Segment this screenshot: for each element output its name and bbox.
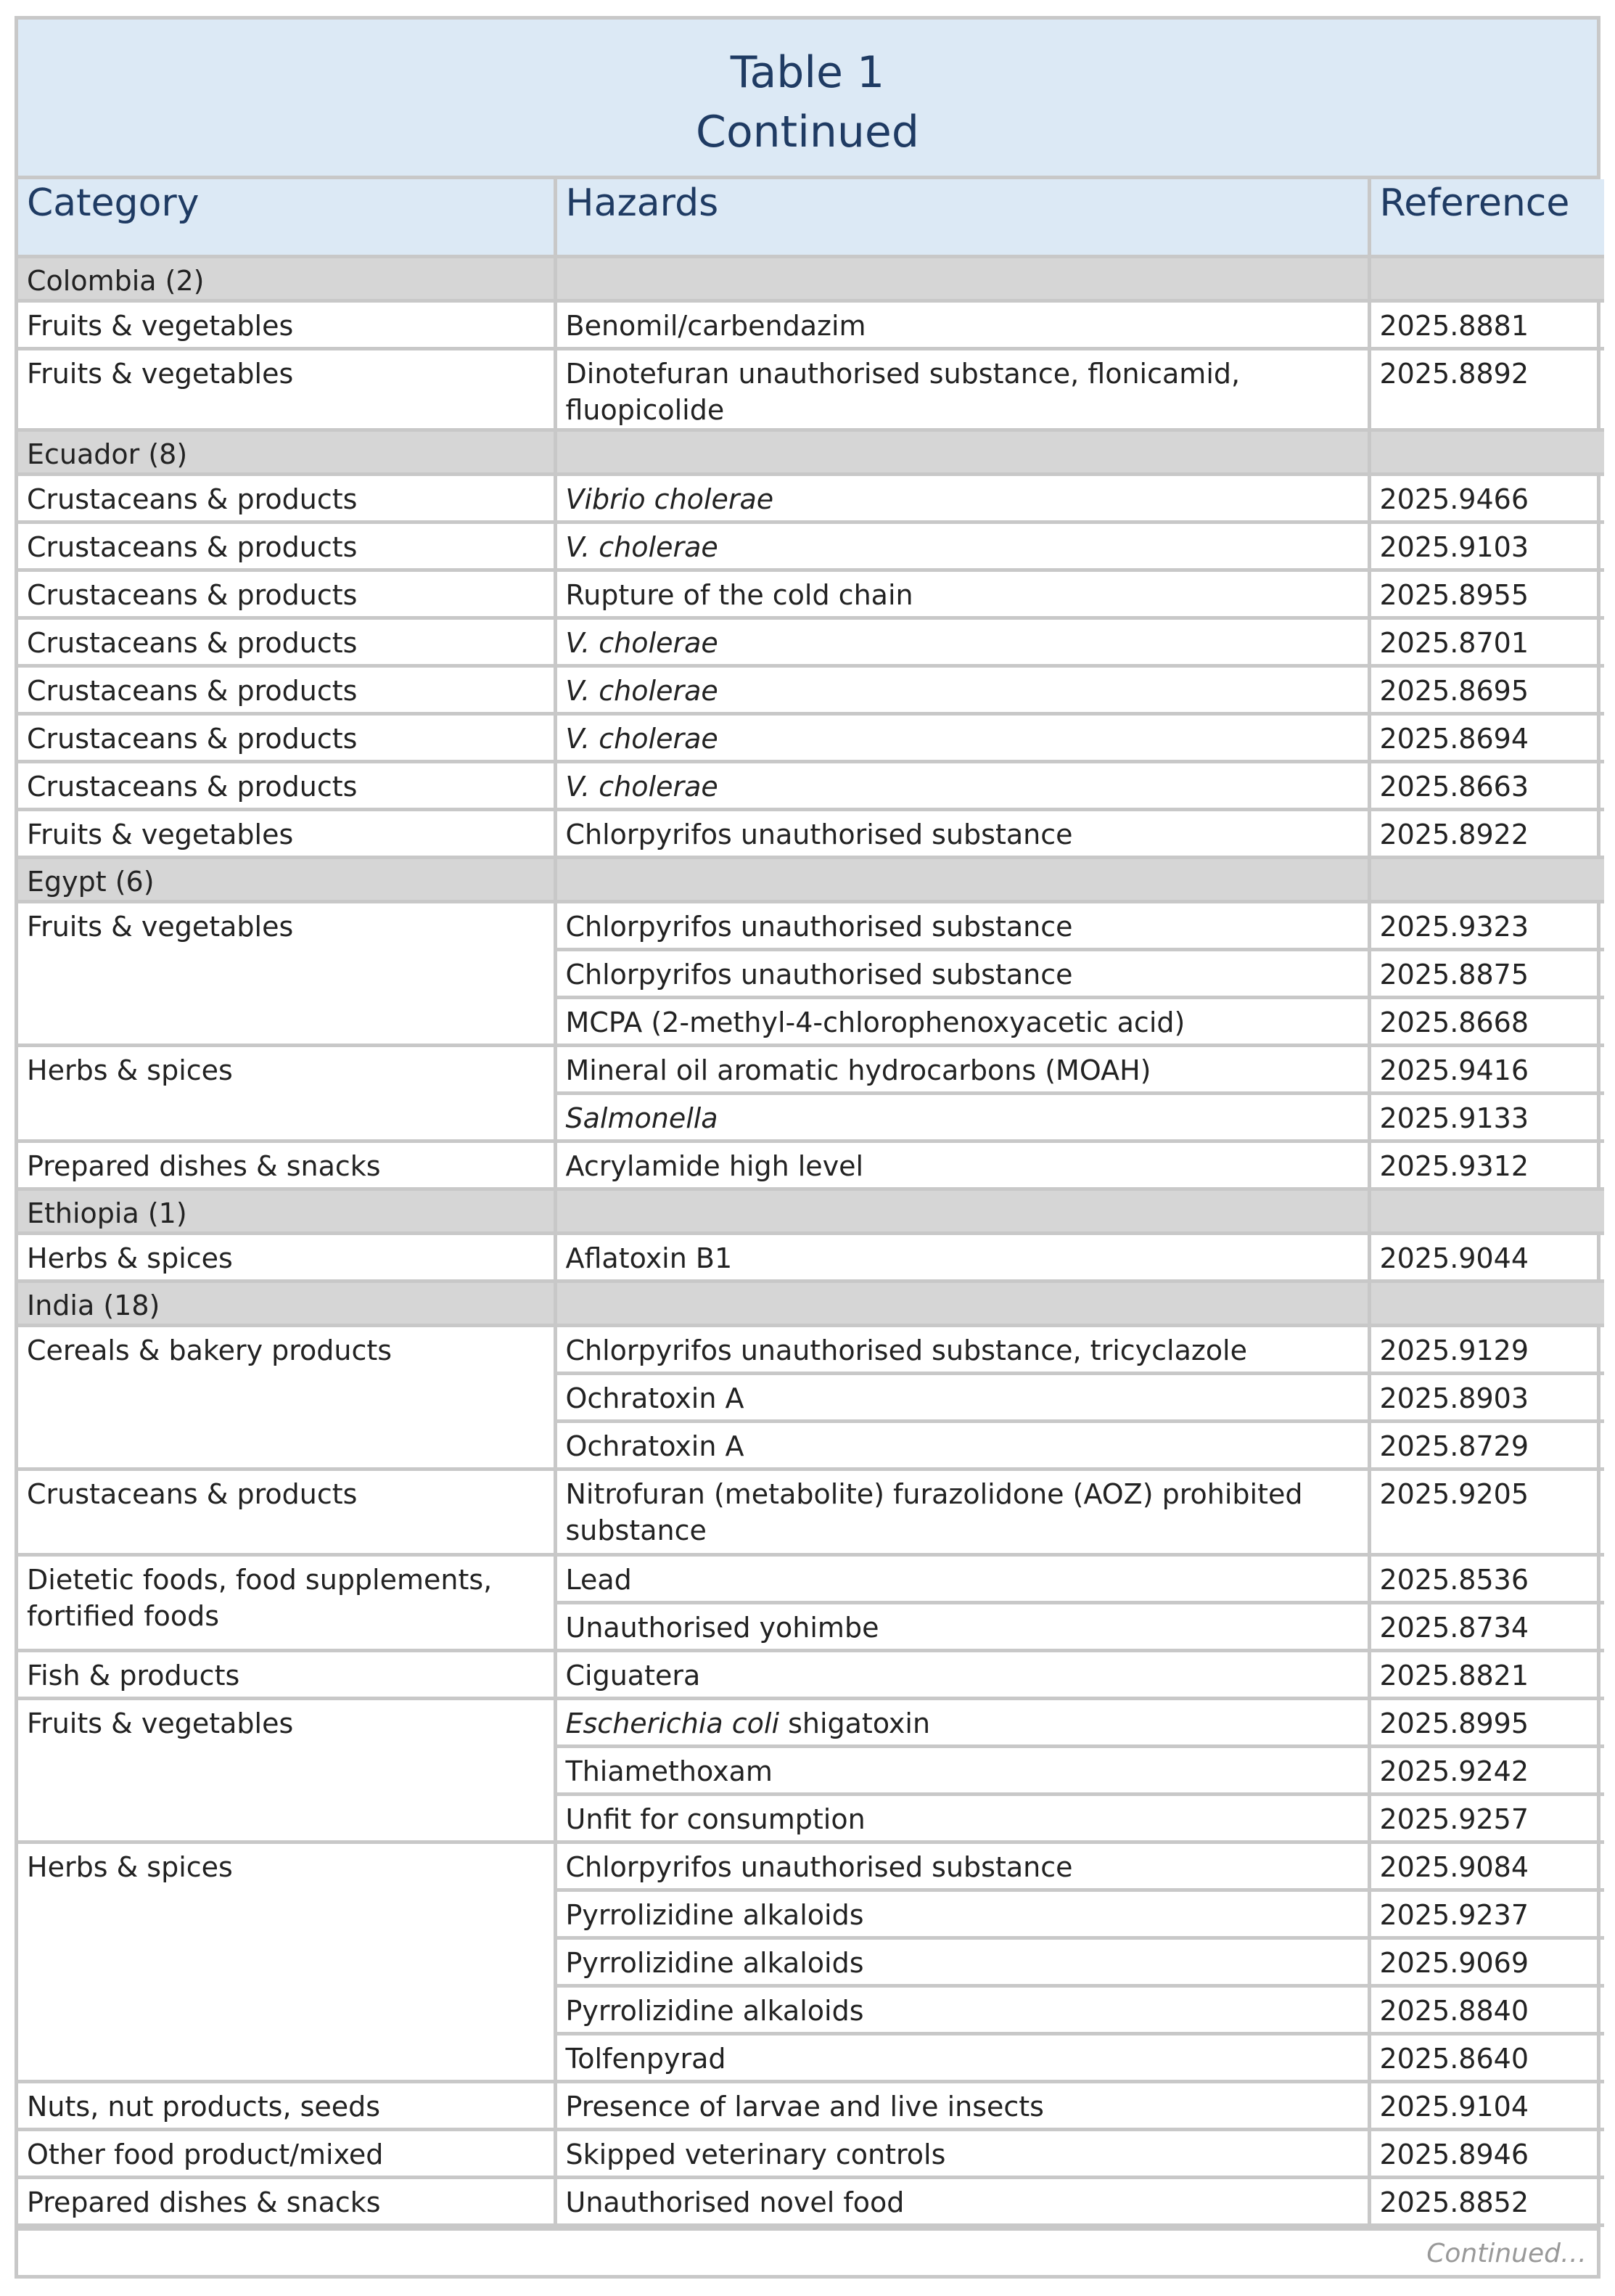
hazard-cell: Skipped veterinary controls [555, 2129, 1369, 2177]
hazard-cell: Pyrrolizidine alkaloids [555, 1985, 1369, 2033]
country-row [18, 1281, 1604, 1325]
hazard-cell: V. cholerae [555, 713, 1369, 761]
reference-cell: 2025.9133 [1369, 1093, 1604, 1141]
country-row [18, 256, 1604, 300]
reference-cell: 2025.9416 [1369, 1045, 1604, 1093]
table-body [18, 256, 1604, 2225]
hazard-cell: Ochratoxin A [555, 1373, 1369, 1421]
table-row [18, 2081, 1604, 2129]
reference-cell: 2025.9069 [1369, 1938, 1604, 1985]
reference-cell: 2025.8955 [1369, 570, 1604, 618]
table-row [18, 713, 1604, 761]
country-row-empty [555, 1281, 1369, 1325]
hazard-cell: Unauthorised novel food [555, 2177, 1369, 2225]
category-cell: Crustaceans & products [18, 618, 555, 665]
country-row [18, 857, 1604, 901]
category-cell: Fruits & vegetables [18, 348, 555, 430]
table-row [18, 1650, 1604, 1698]
hazard-cell: MCPA (2-methyl-4-chlorophenoxyacetic acid) [555, 997, 1369, 1045]
reference-cell: 2025.9466 [1369, 474, 1604, 522]
category-cell: Herbs & spices [18, 1233, 555, 1281]
hazard-cell: Vibrio cholerae [555, 474, 1369, 522]
header-reference: Reference [1369, 179, 1604, 256]
hazard-organism: Escherichia coli [565, 1707, 779, 1739]
category-cell: Fruits & vegetables [18, 1698, 555, 1842]
hazard-cell: V. cholerae [555, 761, 1369, 809]
reference-cell: 2025.8695 [1369, 665, 1604, 713]
hazard-cell: Unfit for consumption [555, 1794, 1369, 1842]
reference-cell: 2025.8852 [1369, 2177, 1604, 2225]
table-row [18, 1045, 1604, 1093]
category-cell: Crustaceans & products [18, 1469, 555, 1554]
table-title-line1: Table 1 [730, 47, 885, 98]
reference-cell: 2025.8734 [1369, 1602, 1604, 1650]
category-cell: Herbs & spices [18, 1842, 555, 2081]
table-row [18, 2177, 1604, 2225]
reference-cell: 2025.8640 [1369, 2033, 1604, 2081]
reference-cell: 2025.8840 [1369, 1985, 1604, 2033]
hazard-cell: Pyrrolizidine alkaloids [555, 1938, 1369, 1985]
table-row [18, 618, 1604, 665]
category-cell: Crustaceans & products [18, 522, 555, 570]
reference-cell: 2025.8892 [1369, 348, 1604, 430]
table-row [18, 474, 1604, 522]
hazard-cell: Ciguatera [555, 1650, 1369, 1698]
reference-cell: 2025.8875 [1369, 949, 1604, 997]
table-title [18, 20, 1597, 179]
category-cell: Crustaceans & products [18, 474, 555, 522]
hazard-cell: Ochratoxin A [555, 1421, 1369, 1469]
hazard-cell: Chlorpyrifos unauthorised substance [555, 809, 1369, 857]
hazard-cell: Acrylamide high level [555, 1141, 1369, 1189]
header-row [18, 179, 1604, 256]
hazard-descriptor: shigatoxin [779, 1707, 931, 1739]
category-cell: Cereals & bakery products [18, 1325, 555, 1469]
reference-cell: 2025.9084 [1369, 1842, 1604, 1890]
country-row-empty [555, 256, 1369, 300]
country-name: Ecuador (8) [18, 430, 555, 474]
table-row [18, 1554, 1604, 1602]
hazard-cell: Lead [555, 1554, 1369, 1602]
reference-cell: 2025.8946 [1369, 2129, 1604, 2177]
category-cell: Other food product/mixed [18, 2129, 555, 2177]
country-name: Colombia (2) [18, 256, 555, 300]
table-title-line2: Continued [696, 107, 919, 157]
country-name: Egypt (6) [18, 857, 555, 901]
category-cell: Crustaceans & products [18, 665, 555, 713]
category-cell: Dietetic foods, food supplements, fortified foods [18, 1554, 555, 1650]
table-row [18, 1141, 1604, 1189]
table-row [18, 809, 1604, 857]
hazard-cell [555, 1698, 1369, 1746]
reference-cell: 2025.9205 [1369, 1469, 1604, 1554]
hazard-cell: Chlorpyrifos unauthorised substance [555, 949, 1369, 997]
table-row [18, 1325, 1604, 1373]
reference-cell: 2025.9237 [1369, 1890, 1604, 1938]
reference-cell: 2025.9312 [1369, 1141, 1604, 1189]
table-row [18, 522, 1604, 570]
reference-cell: 2025.8668 [1369, 997, 1604, 1045]
category-cell: Nuts, nut products, seeds [18, 2081, 555, 2129]
table-row [18, 570, 1604, 618]
hazards-table [18, 179, 1604, 2227]
reference-cell: 2025.8922 [1369, 809, 1604, 857]
hazard-cell: Aflatoxin B1 [555, 1233, 1369, 1281]
reference-cell: 2025.9104 [1369, 2081, 1604, 2129]
hazard-cell: Mineral oil aromatic hydrocarbons (MOAH) [555, 1045, 1369, 1093]
table-row [18, 1842, 1604, 1890]
country-row [18, 430, 1604, 474]
category-cell: Fish & products [18, 1650, 555, 1698]
continued-note: Continued… [18, 2227, 1597, 2275]
table-row [18, 1698, 1604, 1746]
hazard-cell: Benomil/carbendazim [555, 300, 1369, 348]
header-hazards: Hazards [555, 179, 1369, 256]
category-cell: Fruits & vegetables [18, 809, 555, 857]
hazard-cell: Thiamethoxam [555, 1746, 1369, 1794]
country-name: Ethiopia (1) [18, 1189, 555, 1233]
reference-cell: 2025.8729 [1369, 1421, 1604, 1469]
table-row [18, 1469, 1604, 1554]
country-row-empty [1369, 1281, 1604, 1325]
country-row [18, 1189, 1604, 1233]
reference-cell: 2025.8881 [1369, 300, 1604, 348]
hazard-cell: Chlorpyrifos unauthorised substance [555, 1842, 1369, 1890]
table-row [18, 1233, 1604, 1281]
table-container [15, 16, 1600, 2279]
reference-cell: 2025.8995 [1369, 1698, 1604, 1746]
hazard-cell: Tolfenpyrad [555, 2033, 1369, 2081]
category-cell: Fruits & vegetables [18, 300, 555, 348]
reference-cell: 2025.9257 [1369, 1794, 1604, 1842]
table-row [18, 901, 1604, 949]
hazard-cell: Dinotefuran unauthorised substance, flonicamid, fluopicolide [555, 348, 1369, 430]
country-row-empty [1369, 430, 1604, 474]
hazard-cell: Pyrrolizidine alkaloids [555, 1890, 1369, 1938]
reference-cell: 2025.8694 [1369, 713, 1604, 761]
hazard-cell: Chlorpyrifos unauthorised substance [555, 901, 1369, 949]
category-cell: Fruits & vegetables [18, 901, 555, 1045]
category-cell: Crustaceans & products [18, 713, 555, 761]
reference-cell: 2025.9323 [1369, 901, 1604, 949]
reference-cell: 2025.9103 [1369, 522, 1604, 570]
reference-cell: 2025.9129 [1369, 1325, 1604, 1373]
country-row-empty [1369, 1189, 1604, 1233]
hazard-cell: Unauthorised yohimbe [555, 1602, 1369, 1650]
table-row [18, 761, 1604, 809]
table-row [18, 2129, 1604, 2177]
hazard-cell: V. cholerae [555, 618, 1369, 665]
category-cell: Crustaceans & products [18, 761, 555, 809]
table-row [18, 665, 1604, 713]
reference-cell: 2025.8701 [1369, 618, 1604, 665]
hazard-cell: Nitrofuran (metabolite) furazolidone (AOZ) prohibited substance [555, 1469, 1369, 1554]
country-row-empty [1369, 857, 1604, 901]
reference-cell: 2025.8536 [1369, 1554, 1604, 1602]
hazard-cell: Presence of larvae and live insects [555, 2081, 1369, 2129]
category-cell: Crustaceans & products [18, 570, 555, 618]
country-row-empty [1369, 256, 1604, 300]
country-row-empty [555, 857, 1369, 901]
category-cell: Prepared dishes & snacks [18, 2177, 555, 2225]
table-row [18, 348, 1604, 430]
country-row-empty [555, 1189, 1369, 1233]
category-cell: Herbs & spices [18, 1045, 555, 1141]
reference-cell: 2025.8663 [1369, 761, 1604, 809]
hazard-cell: V. cholerae [555, 522, 1369, 570]
table-row [18, 300, 1604, 348]
category-cell: Prepared dishes & snacks [18, 1141, 555, 1189]
hazard-cell: V. cholerae [555, 665, 1369, 713]
hazard-cell: Salmonella [555, 1093, 1369, 1141]
hazard-cell: Chlorpyrifos unauthorised substance, tricyclazole [555, 1325, 1369, 1373]
country-name: India (18) [18, 1281, 555, 1325]
hazard-cell: Rupture of the cold chain [555, 570, 1369, 618]
reference-cell: 2025.8821 [1369, 1650, 1604, 1698]
reference-cell: 2025.9044 [1369, 1233, 1604, 1281]
reference-cell: 2025.8903 [1369, 1373, 1604, 1421]
reference-cell: 2025.9242 [1369, 1746, 1604, 1794]
header-category: Category [18, 179, 555, 256]
country-row-empty [555, 430, 1369, 474]
